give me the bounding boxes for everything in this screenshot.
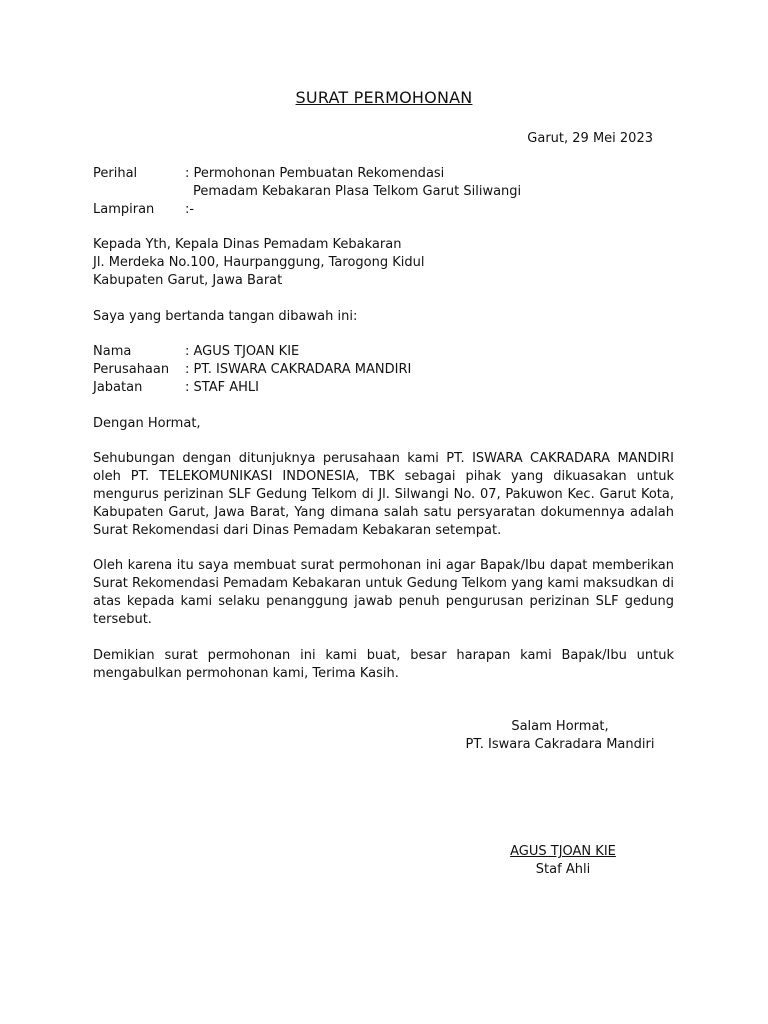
identity-nama-row [93,343,299,361]
recipient-line-1: Kepada Yth, Kepala Dinas Pemadam Kebakaran [93,237,402,252]
perihal-row [93,165,444,183]
recipient-line-2: Jl. Merdeka No.100, Haurpanggung, Tarogong Kidul [93,255,425,270]
closing-salutation: Salam Hormat, [511,719,609,734]
body-paragraph-1: Sehubungan dengan ditunjuknya perusahaan kami PT. ISWARA CAKRADARA MANDIRI oleh PT. TELEKOMUNIKASI INDONESIA, TBK sebagai pihak yang dikuasakan untuk mengurus perizinan SLF Gedung Telkom di Jl. Silwangi No. 07, Pakuwon Kec. Garut Kota, Kabupaten Garut, Jawa Barat, Yang dimana salah satu persyaratan dokumennya adalah Surat Rekomendasi dari Dinas Pemadam Kebakaran setempat. [93,451,674,538]
identity-jabatan-row [93,379,259,397]
lampiran-row [93,201,194,219]
greeting: Dengan Hormat, [93,416,201,431]
signer-title: Staf Ahli [535,862,591,877]
body-paragraph-2: Oleh karena itu saya membuat surat permohonan ini agar Bapak/Ibu dapat memberikan Surat Rekomendasi Pemadam Kebakaran untuk Gedung Telkom yang kami maksudkan di atas kepada kami selaku penanggung jawab penuh pengurusan perizinan SLF gedung tersebut. [93,558,674,627]
body-paragraph-3: Demikian surat permohonan ini kami buat, besar harapan kami Bapak/Ibu untuk mengabulkan permohonan kami, Terima Kasih. [93,648,674,681]
lampiran-label: Lampiran [93,202,155,217]
lampiran-value: :- [185,202,195,217]
identity-perusahaan-row [93,361,411,379]
jabatan-label: Jabatan [93,380,143,395]
perihal-label: Perihal [93,166,138,181]
signer-name [483,843,643,861]
signer-name-text: AGUS TJOAN KIE [510,844,616,859]
letter-title: SURAT PERMOHONAN [295,88,473,107]
perusahaan-value: : PT. ISWARA CAKRADARA MANDIRI [185,362,412,377]
place-date: Garut, 29 Mei 2023 [527,131,653,146]
nama-value: : AGUS TJOAN KIE [185,344,300,359]
nama-label: Nama [93,344,132,359]
closing-company: PT. Iswara Cakradara Mandiri [465,737,655,752]
intro-text: Saya yang bertanda tangan dibawah ini: [93,309,358,324]
jabatan-value: : STAF AHLI [185,380,259,395]
perihal-value: : Permohonan Pembuatan Rekomendasi [185,166,445,181]
recipient-line-3: Kabupaten Garut, Jawa Barat [93,273,283,288]
perusahaan-label: Perusahaan [93,362,170,377]
perihal-value-cont: Pemadam Kebakaran Plasa Telkom Garut Siliwangi [193,184,522,199]
